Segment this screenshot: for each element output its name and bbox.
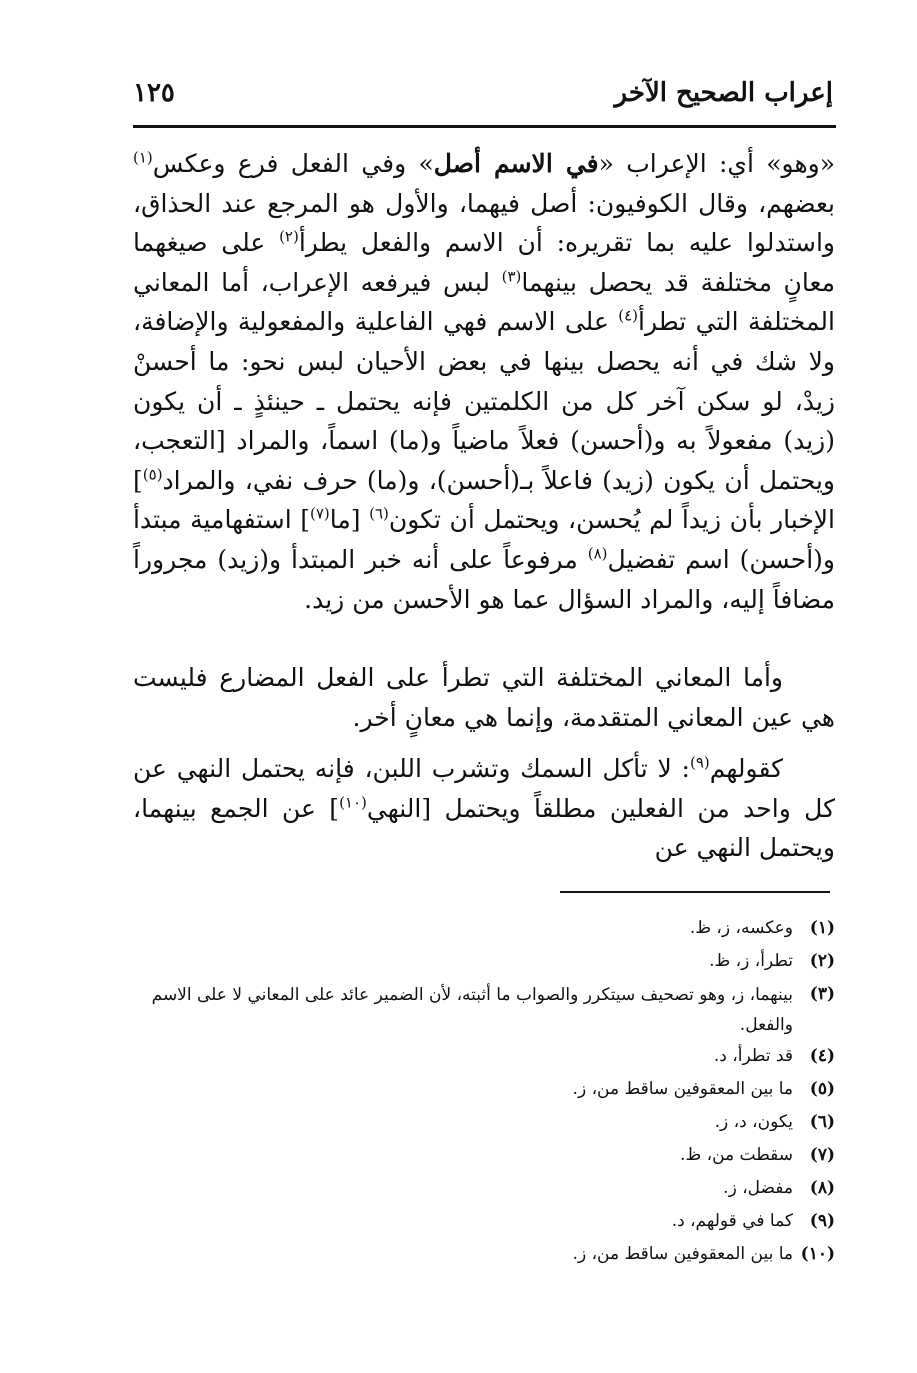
footnote-marker-1: (١) xyxy=(133,148,153,167)
footnote-number: (١٠) xyxy=(800,1244,835,1264)
footnote-text: قد تطرأ، د. xyxy=(713,1046,793,1066)
footnote-item xyxy=(133,1139,835,1172)
footnote-item xyxy=(133,912,835,945)
text-run: على صيغهما معانٍ مختلفة قد يحصل بينهما xyxy=(133,228,835,297)
footnote-text: تطرأ، ز، ظ. xyxy=(709,951,793,971)
footnote-item xyxy=(133,1205,835,1238)
footnote-item xyxy=(133,1172,835,1205)
footnote-marker-4: (٤) xyxy=(618,307,639,326)
footnote-marker-6: (٦) xyxy=(369,505,389,524)
text-run: [ما xyxy=(329,505,370,535)
footnote-text: بينهما، ز، وهو تصحيف سيتكرر والصواب ما أثبته، لأن الضمير عائد على المعاني لا على الاسم والفعل. xyxy=(151,985,793,1035)
footnote-marker-9: (٩) xyxy=(689,753,710,772)
footnote-text: سقطت من، ظ. xyxy=(680,1145,793,1165)
footnote-marker-7: (٧) xyxy=(310,505,330,524)
footnote-item xyxy=(133,1106,835,1139)
footnote-item xyxy=(133,1238,835,1271)
text-run: «وهو» أي: الإعراب « xyxy=(598,149,836,178)
footnote-item xyxy=(133,1073,835,1106)
header-rule xyxy=(133,125,836,128)
text-run: ] استفهامية مبتدأ و(أحسن) اسم تفضيل xyxy=(133,505,835,574)
footnote-item xyxy=(133,945,835,978)
footnote-number: (٤) xyxy=(809,1046,835,1066)
text-run: مرفوعاً على أنه خبر المبتدأ و(زيد) مجروراً مضافاً إليه، والمراد السؤال عما هو الأحسن من زيد. xyxy=(133,544,835,614)
text-run: ] عن الجمع بينهما، ويحتمل النهي عن xyxy=(133,793,835,863)
footnote-marker-2: (٢) xyxy=(279,227,299,246)
footnote-text: ما بين المعقوفين ساقط من، ز. xyxy=(572,1244,793,1264)
footnote-number: (٣) xyxy=(809,984,835,1004)
text-run: على الاسم فهي الفاعلية والمفعولية والإضافة، ولا شك في أنه يحصل بينها في بعض الأحيان لبس نحو: ما أحسنْ زيدْ، لو سكن آخر كل من الكلمتين فإنه يحتمل ـ حينئذٍ ـ أن يكون (زيد) مفعولاً به و(أحسن) فعلاً ماضياً و(ما) اسماً، والمراد [التعجب، ويحتمل أن يكون (زيد) فاعلاً بـ(أحسن)، و(ما) حرف نفي، والمراد xyxy=(133,307,835,495)
page-number: ١٢٥ xyxy=(133,78,175,108)
footnote-marker-8: (٨) xyxy=(587,544,608,563)
footnote-separator xyxy=(560,891,830,893)
footnote-number: (٧) xyxy=(809,1145,835,1165)
footnotes-list xyxy=(133,912,835,1271)
footnote-text: ما بين المعقوفين ساقط من، ز. xyxy=(572,1079,793,1099)
main-text-block-2 xyxy=(133,658,835,868)
text-run: بعضهم، وقال الكوفيون: أصل فيهما، والأول هو المرجع عند الحذاق، واستدلوا عليه بما تقريره: أن الاسم والفعل يطرأ xyxy=(133,188,835,258)
footnote-text: يكون، د، ز. xyxy=(714,1112,793,1132)
footnote-marker-10: (١٠) xyxy=(339,793,367,812)
text-run: لبس فيرفعه الإعراب، أما المعاني المختلفة التي تطرأ xyxy=(133,267,835,337)
page-header xyxy=(133,78,833,118)
footnote-marker-3: (٣) xyxy=(501,267,522,286)
text-run: » وفي الفعل فرع وعكس xyxy=(152,149,434,178)
paragraph-2: وأما المعاني المختلفة التي تطرأ على الفعل المضارع فليست هي عين المعاني المتقدمة، وإنما هي معانٍ أخر. xyxy=(133,663,835,732)
paragraph-3 xyxy=(133,749,835,868)
footnote-text: وعكسه، ز، ظ. xyxy=(689,918,793,938)
footnote-number: (٦) xyxy=(809,1112,835,1132)
footnote-item xyxy=(133,1040,835,1073)
footnote-text: كما في قولهم، د. xyxy=(671,1211,793,1231)
text-run: : لا تأكل السمك وتشرب اللبن، فإنه يحتمل النهي عن كل واحد من الفعلين مطلقاً ويحتمل [النهي xyxy=(133,754,835,823)
paragraph-1 xyxy=(133,144,835,619)
text-run: كقولهم xyxy=(709,754,783,784)
main-text-block-1 xyxy=(133,144,835,619)
footnote-number: (١) xyxy=(809,918,835,938)
footnote-number: (٨) xyxy=(809,1178,835,1198)
text-run: ] الإخبار بأن زيداً لم يُحسن، ويحتمل أن تكون xyxy=(133,465,835,535)
footnote-marker-5: (٥) xyxy=(142,465,163,484)
footnote-item xyxy=(133,978,835,1040)
running-title: إعراب الصحيح الآخر xyxy=(614,78,833,108)
footnote-number: (٢) xyxy=(809,951,835,971)
footnote-text: مفضل، ز. xyxy=(723,1178,793,1198)
footnote-number: (٥) xyxy=(809,1079,835,1099)
bold-phrase: في الاسم أصل xyxy=(433,149,599,178)
footnote-number: (٩) xyxy=(809,1211,835,1231)
